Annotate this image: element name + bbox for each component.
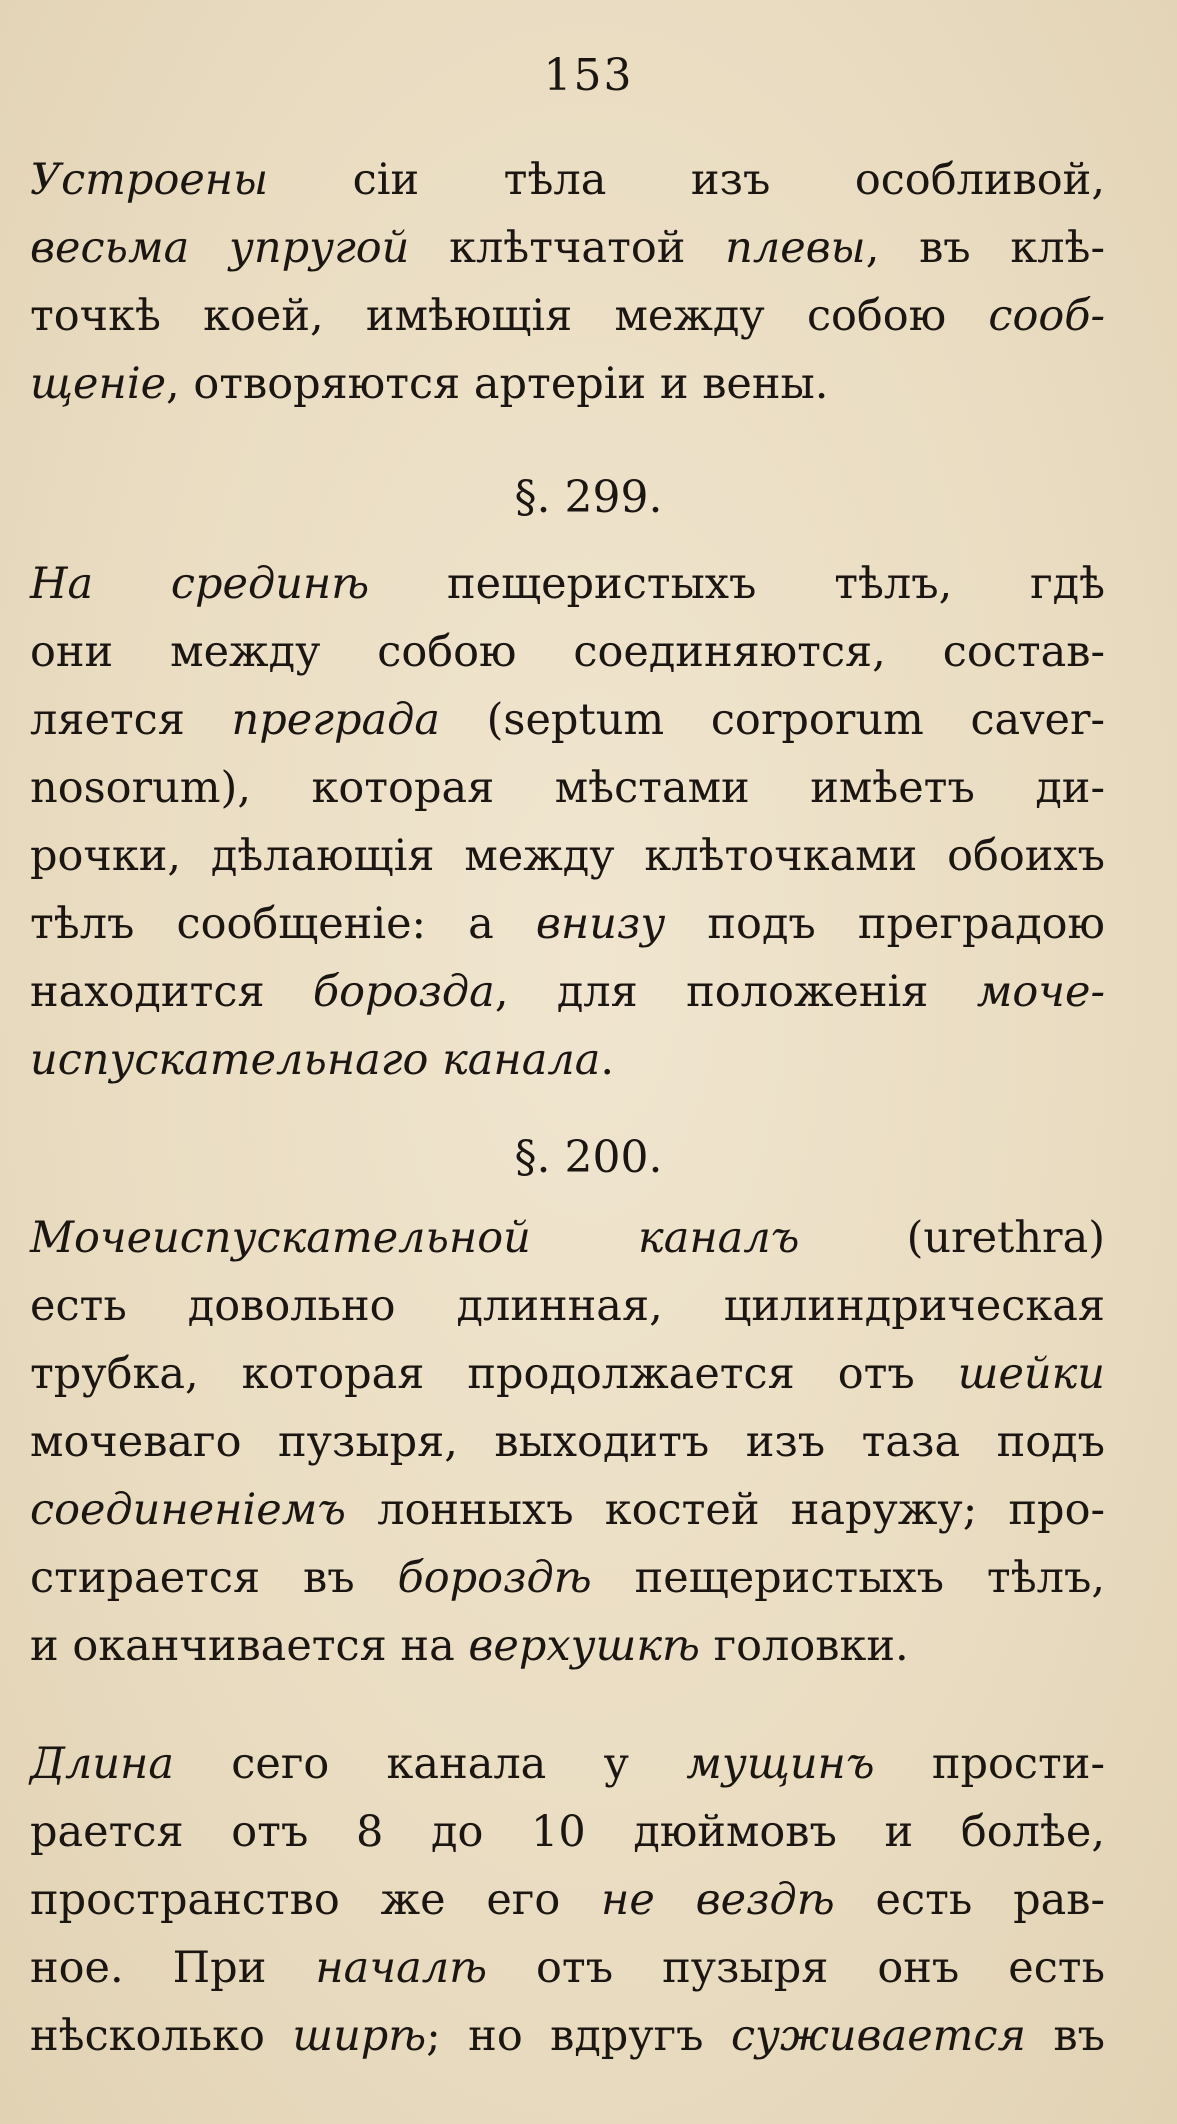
italic-term: сооб- bbox=[988, 291, 1105, 341]
italic-term: испускательнаго канала bbox=[30, 1035, 601, 1085]
text-line: щеніе, отворяются артеріи и вены. bbox=[30, 359, 829, 409]
page-number: 153 bbox=[543, 50, 634, 101]
text-line: Длина сего канала у мущинъ прости- bbox=[30, 1739, 1105, 1789]
text-line: стирается въ бороздѣ пещеристыхъ тѣлъ, bbox=[30, 1553, 1105, 1603]
text-line: испускательнаго канала. bbox=[30, 1035, 615, 1085]
text-line: На срединѣ пещеристыхъ тѣлъ, гдѣ bbox=[30, 559, 1105, 609]
text-line: они между собою соединяются, состав- bbox=[30, 627, 1105, 677]
text-line: и оканчивается на верхушкѣ головки. bbox=[30, 1621, 909, 1671]
text-line: nosorum), которая мѣстами имѣетъ ди- bbox=[30, 763, 1105, 813]
italic-term: верхушкѣ bbox=[468, 1621, 700, 1671]
italic-term: весьма упругой bbox=[30, 223, 410, 273]
text-line: соединеніемъ лонныхъ костей наружу; про- bbox=[30, 1485, 1105, 1535]
italic-term: плевы bbox=[725, 223, 866, 273]
text-line: находится борозда, для положенія моче- bbox=[30, 967, 1105, 1017]
italic-term: не вездѣ bbox=[601, 1875, 835, 1925]
italic-term: Мочеиспускательной каналъ bbox=[30, 1213, 800, 1263]
italic-term: бороздѣ bbox=[397, 1553, 592, 1603]
text-line: ляется преграда (septum corporum caver- bbox=[30, 695, 1106, 745]
text-line: тѣлъ сообщеніе: а внизу подъ преградою bbox=[30, 899, 1105, 949]
text-line: Мочеиспускательной каналъ (urethra) bbox=[30, 1213, 1105, 1263]
text-line: есть довольно длинная, цилиндрическая bbox=[30, 1281, 1105, 1331]
text-line: весьма упругой клѣтчатой плевы, въ клѣ- bbox=[30, 223, 1106, 273]
text-line: ное. При началѣ отъ пузыря онъ есть bbox=[30, 1943, 1105, 1993]
text-line: Устроены сіи тѣла изъ особливой, bbox=[30, 155, 1105, 205]
italic-term: ширѣ bbox=[292, 2011, 427, 2061]
italic-term: шейки bbox=[957, 1349, 1105, 1399]
text-line: рается отъ 8 до 10 дюймовъ и болѣе, bbox=[30, 1807, 1105, 1857]
italic-term: моче- bbox=[976, 967, 1105, 1017]
italic-term: внизу bbox=[535, 899, 666, 949]
italic-term: борозда bbox=[312, 967, 495, 1017]
text-line: мочеваго пузыря, выходитъ изъ таза подъ bbox=[30, 1417, 1105, 1467]
text-line: нѣсколько ширѣ; но вдругъ суживается въ bbox=[30, 2011, 1105, 2061]
text-line: рочки, дѣлающія между клѣточками обоихъ bbox=[30, 831, 1105, 881]
italic-term: суживается bbox=[730, 2011, 1026, 2061]
text-line: пространство же его не вездѣ есть рав- bbox=[30, 1875, 1106, 1925]
section-heading: §. 299. bbox=[514, 472, 663, 523]
italic-term: началѣ bbox=[315, 1943, 488, 1993]
italic-term: Длина bbox=[30, 1739, 174, 1789]
text-line: точкѣ коей, имѣющія между собою сооб- bbox=[30, 291, 1105, 341]
italic-term: На срединѣ bbox=[30, 559, 370, 609]
text-line: трубка, которая продолжается отъ шейки bbox=[30, 1349, 1105, 1399]
italic-term: преграда bbox=[231, 695, 440, 745]
italic-term: мущинъ bbox=[686, 1739, 875, 1789]
italic-term: щеніе bbox=[30, 359, 167, 409]
italic-term: соединеніемъ bbox=[30, 1485, 346, 1535]
section-heading: §. 200. bbox=[514, 1132, 663, 1183]
italic-term: Устроены bbox=[30, 155, 269, 205]
